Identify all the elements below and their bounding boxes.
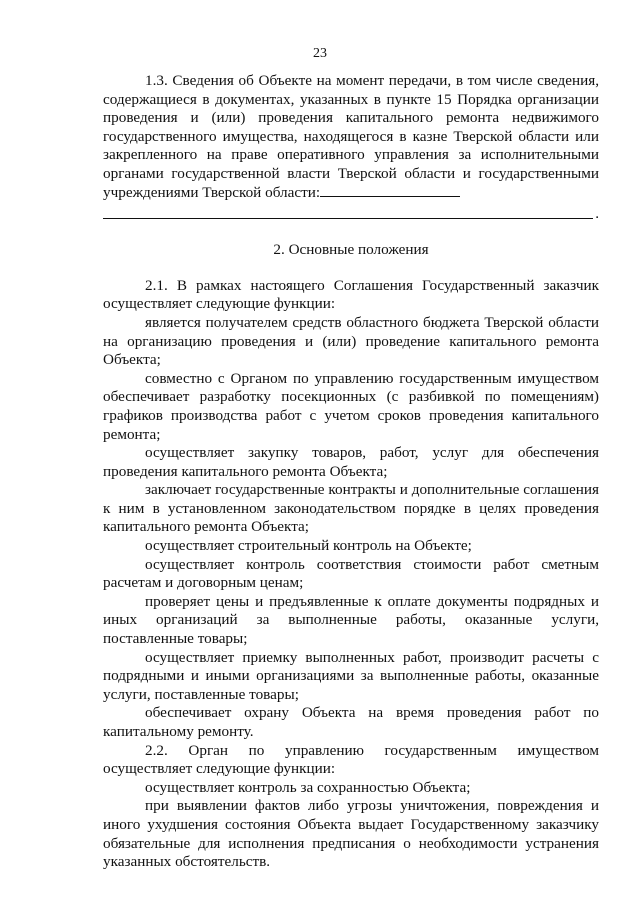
list-item: является получателем средств областного бюджета Тверской области на организацию проведения и (или) проведение капитального ремонта Объекта; xyxy=(103,313,599,369)
list-item: проверяет цены и предъявленные к оплате документы подрядных и иных организаций за выполненные работы, оказанные услуги, поставленные товары; xyxy=(103,592,599,648)
paragraph-2-2: 2.2. Орган по управлению государственным имуществом осуществляет следующие функции: xyxy=(103,741,599,778)
list-item: обеспечивает охрану Объекта на время проведения работ по капитальному ремонту. xyxy=(103,704,599,740)
list-item: совместно с Органом по управлению государственным имуществом обеспечивает разработку посекционных (с разбивкой по помещениям) графиков производства работ с учетом сроков проведения капитального ремонта; xyxy=(103,369,599,443)
list-item: осуществляет строительный контроль на Объекте; xyxy=(145,537,472,555)
trailing-dot: . xyxy=(595,205,599,223)
list-item: заключает государственные контракты и дополнительные соглашения к ним в установленном законодательством порядке в целях проведения капитального ремонта Объекта; xyxy=(103,481,599,536)
section-1-3 xyxy=(103,72,599,202)
list-item: осуществляет контроль соответствия стоимости работ сметным расчетам и договорным ценам; xyxy=(103,555,599,592)
paragraph-2-1: 2.1. В рамках настоящего Соглашения Государственный заказчик осуществляет следующие функции: xyxy=(103,276,599,313)
fill-in-blank xyxy=(320,184,460,197)
list-item: осуществляет приемку выполненных работ, производит расчеты с подрядными и иными организациями за выполненные работы, оказанные услуги, поставленные товары; xyxy=(103,648,599,703)
list-item: осуществляет контроль за сохранностью Объекта; xyxy=(145,778,471,796)
fill-in-blank xyxy=(103,208,593,219)
list-item: при выявлении фактов либо угрозы уничтожения, повреждения и иного ухудшения состояния Объекта выдает Государственному заказчику обязательные для исполнения предписания о необходимости устранения указанных обстоятельств. xyxy=(103,797,599,871)
section-1-3-text: 1.3. Сведения об Объекте на момент передачи, в том числе сведения, содержащиеся в документах, указанных в пункте 15 Порядка организации проведения и (или) проведения капитального ремонта недвижимого государственного имущества, находящегося в казне Тверской области или закрепленного на праве оперативного управления за исполнительными органами государственной власти Тверской области и государственными учреждениями Тверской области: xyxy=(103,72,599,201)
document-body xyxy=(103,72,599,872)
page-number: 23 xyxy=(313,46,327,61)
section-2-heading: 2. Основные положения xyxy=(273,241,429,259)
list-item: осуществляет закупку товаров, работ, услуг для обеспечения проведения капитального ремонта Объекта; xyxy=(103,444,599,480)
fill-in-blank-line xyxy=(103,203,599,223)
